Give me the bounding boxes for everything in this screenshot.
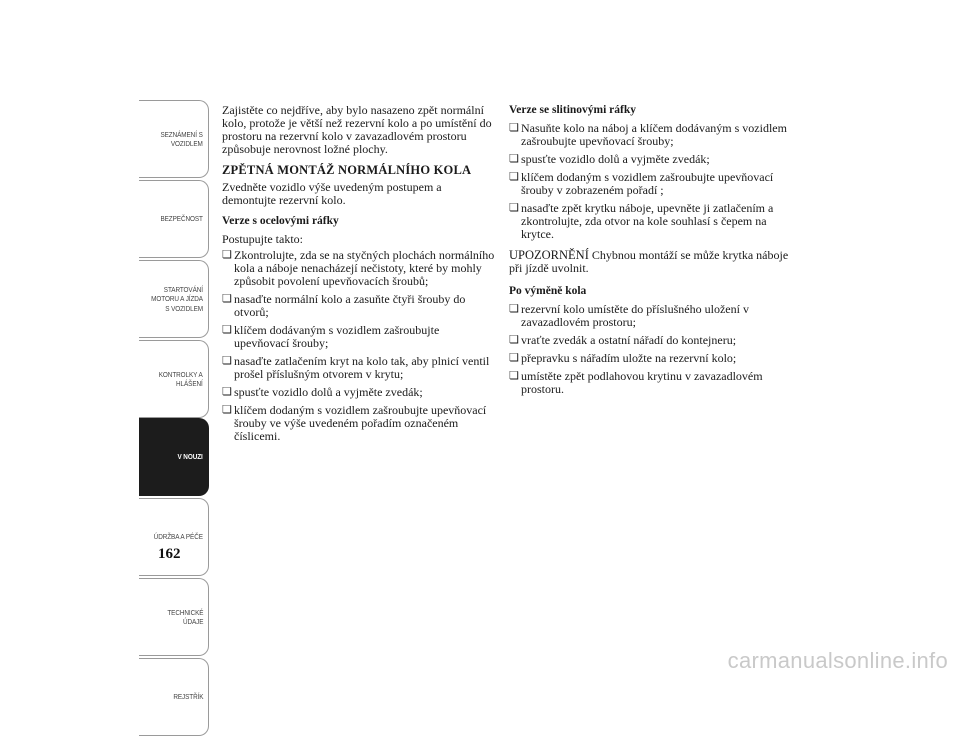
checkbox-bullet-icon: ❏ bbox=[222, 404, 232, 416]
checkbox-bullet-icon: ❏ bbox=[509, 352, 519, 364]
tab-label: TECHNICKÉ ÚDAJE bbox=[166, 607, 203, 626]
list-item bbox=[509, 122, 789, 148]
warning-text: Chybnou montáží se může krytka náboje při jízdě uvolnit. bbox=[509, 248, 789, 275]
list-item bbox=[509, 370, 789, 396]
list-item-text: vraťte zvedák a ostatní nářadí do kontejneru; bbox=[521, 333, 737, 347]
left-column bbox=[222, 104, 497, 451]
right-column bbox=[509, 104, 789, 404]
section-intro: Zvedněte vozidlo výše uvedeným postupem a demontujte rezervní kolo. bbox=[222, 180, 442, 207]
list-item bbox=[222, 324, 497, 350]
checkbox-bullet-icon: ❏ bbox=[509, 303, 519, 315]
list-item bbox=[222, 355, 497, 381]
list-item bbox=[509, 352, 789, 365]
list-item bbox=[509, 153, 789, 166]
tab-7[interactable] bbox=[139, 578, 209, 656]
tab-label: ÚDRŽBA A PÉČE bbox=[153, 532, 203, 542]
list-item-text: nasaďte zatlačením kryt na kolo tak, aby plnicí ventil prošel příslušným otvorem v krytu; bbox=[234, 354, 490, 381]
list-item bbox=[509, 202, 789, 241]
after-steps bbox=[509, 303, 789, 396]
tab-2[interactable] bbox=[139, 180, 209, 258]
checkbox-bullet-icon: ❏ bbox=[509, 202, 519, 214]
list-item-text: spusťte vozidlo dolů a vyjměte zvedák; bbox=[234, 385, 423, 399]
steel-heading: Verze s ocelovými ráfky bbox=[222, 215, 339, 227]
checkbox-bullet-icon: ❏ bbox=[222, 249, 232, 261]
list-item-text: nasaďte zpět krytku náboje, upevněte ji zatlačením a zkontrolujte, zda otvor na kole souhlasí s čepem na krytce. bbox=[521, 201, 774, 241]
tab-label: STARTOVÁNÍ MOTORU A JÍZDA S VOZIDLEM bbox=[151, 284, 203, 313]
alloy-steps bbox=[509, 122, 789, 241]
checkbox-bullet-icon: ❏ bbox=[509, 153, 519, 165]
warning bbox=[509, 249, 789, 275]
checkbox-bullet-icon: ❏ bbox=[509, 122, 519, 134]
list-item bbox=[509, 171, 789, 197]
list-item bbox=[222, 293, 497, 319]
tab-1[interactable] bbox=[139, 100, 209, 178]
steel-steps bbox=[222, 249, 497, 443]
checkbox-bullet-icon: ❏ bbox=[222, 355, 232, 367]
watermark: carmanualsonline.info bbox=[727, 648, 948, 673]
tab-6[interactable] bbox=[139, 498, 209, 576]
intro-paragraph: Zajistěte co nejdříve, aby bylo nasazeno zpět normální kolo, protože je větší než rezervní kolo a po umístění do prostoru na rezervní kolo v zavazadlovém prostoru způsobuje nerovnost ložné plochy. bbox=[222, 103, 492, 156]
checkbox-bullet-icon: ❏ bbox=[222, 293, 232, 305]
tab-label: BEZPEČNOST bbox=[160, 214, 203, 224]
tab-label: KONTROLKY A HLÁŠENÍ bbox=[159, 369, 203, 388]
list-item bbox=[222, 404, 497, 443]
list-item bbox=[509, 334, 789, 347]
tab-label: V NOUZI bbox=[177, 452, 203, 462]
list-item-text: Zkontrolujte, zda se na styčných plochách normálního kola a náboje nenacházejí nečistoty, které by mohly způsobit povolení upevňovacích šroubů; bbox=[234, 248, 495, 288]
checkbox-bullet-icon: ❏ bbox=[509, 171, 519, 183]
list-item-text: rezervní kolo umístěte do příslušného uložení v zavazadlovém prostoru; bbox=[521, 302, 749, 329]
tab-5[interactable] bbox=[139, 418, 209, 496]
list-item-text: spusťte vozidlo dolů a vyjměte zvedák; bbox=[521, 152, 710, 166]
checkbox-bullet-icon: ❏ bbox=[222, 386, 232, 398]
list-item-text: Nasuňte kolo na náboj a klíčem dodávaným s vozidlem zašroubujte upevňovací šrouby; bbox=[521, 121, 787, 148]
list-item-text: klíčem dodaným s vozidlem zašroubujte upevňovací šrouby v zobrazeném pořadí ; bbox=[521, 170, 774, 197]
list-item-text: umístěte zpět podlahovou krytinu v zavazadlovém prostoru. bbox=[521, 369, 763, 396]
list-item bbox=[222, 249, 497, 288]
list-item-text: přepravku s nářadím uložte na rezervní kolo; bbox=[521, 351, 737, 365]
checkbox-bullet-icon: ❏ bbox=[222, 324, 232, 336]
tab-label: SEZNÁMENÍ S VOZIDLEM bbox=[160, 129, 203, 148]
section-heading: ZPĚTNÁ MONTÁŽ NORMÁLNÍHO KOLA bbox=[222, 163, 472, 177]
checkbox-bullet-icon: ❏ bbox=[509, 334, 519, 346]
list-item-text: klíčem dodávaným s vozidlem zašroubujte upevňovací šrouby; bbox=[234, 323, 440, 350]
checkbox-bullet-icon: ❏ bbox=[509, 370, 519, 382]
warning-label: UPOZORNĚNÍ bbox=[509, 248, 589, 262]
tab-3[interactable] bbox=[139, 260, 209, 338]
list-item-text: nasaďte normální kolo a zasuňte čtyři šrouby do otvorů; bbox=[234, 292, 466, 319]
list-item-text: klíčem dodaným s vozidlem zašroubujte upevňovací šrouby ve výše uvedeném pořadím označeném číslicemi. bbox=[234, 403, 487, 443]
list-item bbox=[222, 386, 497, 399]
list-item bbox=[509, 303, 789, 329]
page-number: 162 bbox=[158, 546, 181, 562]
steel-intro: Postupujte takto: bbox=[222, 232, 303, 246]
alloy-heading: Verze se slitinovými ráfky bbox=[509, 104, 637, 116]
tab-label: REJSTŘÍK bbox=[172, 692, 203, 702]
after-heading: Po výměně kola bbox=[509, 285, 587, 297]
tab-4[interactable] bbox=[139, 340, 209, 418]
